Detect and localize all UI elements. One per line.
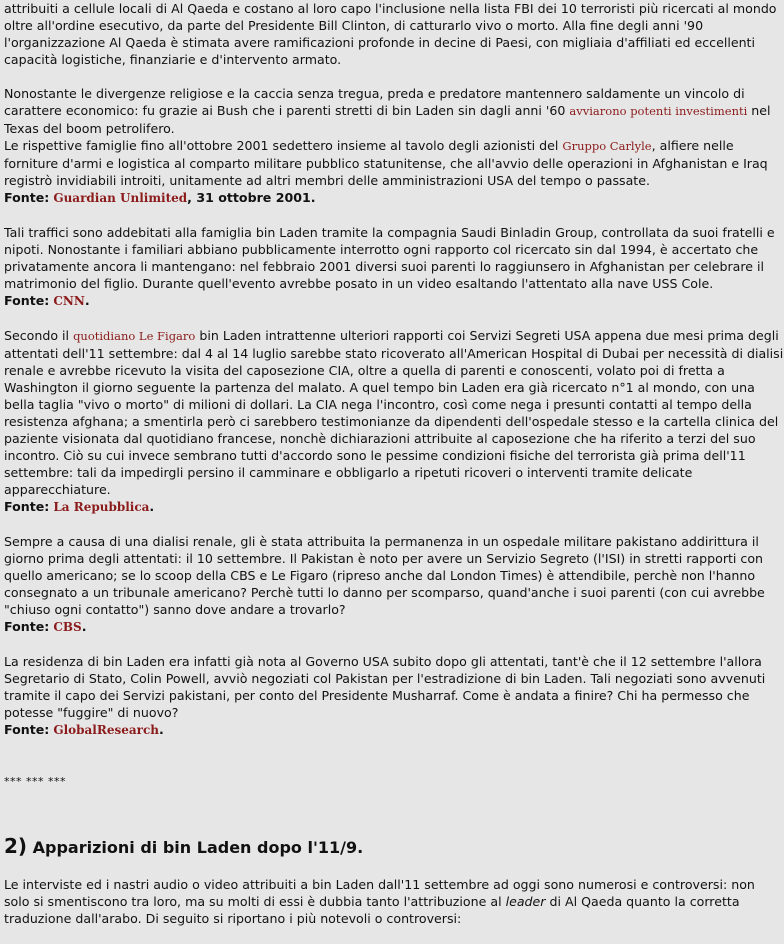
paragraph-binladin-group: Tali traffici sono addebitati alla famiglia bin Laden tramite la compagnia Saudi Binladin Group, controllata da suoi fratelli e nipoti. Nonostante i familiari abbiano pubblicamente interrotto ogni rapporto col ricercato sin dal 1994, è accertato che privatamente ancora li mantengano: nel febbraio 2001 diversi suoi parenti lo raggiunsero in Afghanistan per celebrare il matrimonio del figlio. Durante quell'evento avrebbe posato in un video esaltando l'attentato alla nave USS Cole. Fonte: CNN. bbox=[4, 225, 775, 308]
paragraph-appearances-intro: Le interviste ed i nastri audio o video attribuiti a bin Laden dall'11 settembre ad oggi sono numerosi e controversi: non solo si smentiscono tra loro, ma su molti di essi è dubbia tanto l'attribuzione al leader di Al Qaeda quanto la corretta traduzione dall'arabo. Di seguito si riportano i più notevoli o controversi: bbox=[4, 877, 755, 926]
article-body bbox=[4, 0, 784, 944]
source-label: Fonte: bbox=[4, 619, 50, 634]
source-label: Fonte: bbox=[4, 190, 50, 205]
section-separator: *** *** *** bbox=[4, 775, 66, 788]
section-number: 2) bbox=[4, 834, 28, 858]
source-label: Fonte: bbox=[4, 499, 50, 514]
paragraph-bush-investments: Nonostante le divergenze religiose e la caccia senza tregua, preda e predatore mantennero saldamente un vincolo di carattere economico: fu grazie ai Bush che i parenti stretti di bin Laden sin dagli anni '60 avviarono potenti investimenti nel Texas del boom petrolifero. Le rispettive famiglie fino all'ottobre 2001 sedettero insieme al tavolo degli azionisti del Gruppo Carlyle, alfiere nelle forniture d'armi e logistica al comparto militare pubblico statunitense, che all'avvio delle operazioni in Afghanistan e Iraq registrò invidiabili introiti, unitamente ad altri membri delle amministrazioni USA del tempo o passate. Fonte: Guardian Unlimited, 31 ottobre 2001. bbox=[4, 86, 771, 205]
source-link-cnn[interactable]: CNN bbox=[53, 294, 85, 308]
paragraph-figaro-dubai: Secondo il quotidiano Le Figaro bin Laden intrattenne ulteriori rapporti coi Servizi Segreti USA appena due mesi prima degli attentati dell'11 settembre: dal 4 al 14 luglio sarebbe stato ricoverato all'American Hospital di Dubai per necessità di dialisi renale e avrebbe ricevuto la visita del caposezione CIA, oltre a quella di parenti e conoscenti, volato poi di fretta a Washington il giorno seguente la partenza del malato. A quel tempo bin Laden era già ricercato n°1 al mondo, con una bella taglia "vivo o morto" di milioni di dollari. La CIA nega l'incontro, così come nega i presunti contatti al tempo della resistenza afghana; a smentirla però ci sarebbero testimonianze da dipendenti dell'ospedale stesso e la cartella clinica del paziente visionata dal quotidiano francese, nonchè dichiarazioni attribuite al caposezione che ha riferito a terzi del suo incontro. Ciò su cui invece sembrano tutti d'accordo sono le pessime condizioni fisiche del terrorista già prima dell'11 settembre: tali da impedirgli persino il camminare e obbligarlo a ripetuti ricoveri o interventi tramite delicate apparecchiature. Fonte: La Repubblica. bbox=[4, 328, 784, 514]
source-link-globalresearch[interactable]: GlobalResearch bbox=[53, 723, 159, 737]
link-investments[interactable]: avviarono potenti investimenti bbox=[569, 104, 748, 118]
source-link-repubblica[interactable]: La Repubblica bbox=[53, 500, 150, 514]
paragraph-pakistan-hospital: Sempre a causa di una dialisi renale, gli è stata attribuita la permanenza in un ospedale militare pakistano addirittura il giorno prima degli attentati: il 10 settembre. Il Pakistan è noto per avere un Servizio Segreto (l'ISI) in stretti rapporti con quello americano; se lo scoop della CBS e Le Figaro (ripreso anche dal London Times) è attendibile, perchè non l'hanno consegnato a un tribunale americano? Perchè tutti lo danno per scomparso, quand'anche i suoi parenti (con cui avrebbe "chiuso ogni contatto") sanno dove andare a trovarlo? Fonte: CBS. bbox=[4, 534, 765, 634]
link-le-figaro[interactable]: quotidiano Le Figaro bbox=[73, 329, 196, 343]
paragraph-al-qaeda-history: attribuiti a cellule locali di Al Qaeda e costano al loro capo l'inclusione nella lista FBI dei 10 terroristi più ricercati al mondo oltre all'ordine esecutivo, da parte del Presidente Bill Clinton, di catturarlo vivo o morto. Alla fine degli anni '90 l'organizzazione Al Qaeda è stimata avere ramificazioni profonde in decine di Paesi, con migliaia d'affiliati ed eccellenti capacità logistiche, finanziarie e d'intervento armato. bbox=[4, 1, 777, 67]
source-link-guardian[interactable]: Guardian Unlimited bbox=[53, 191, 188, 205]
source-label: Fonte: bbox=[4, 722, 50, 737]
source-label: Fonte: bbox=[4, 293, 50, 308]
link-carlyle-group[interactable]: Gruppo Carlyle bbox=[562, 139, 652, 153]
paragraph-powell-negotiations: La residenza di bin Laden era infatti già nota al Governo USA subito dopo gli attentati, tant'è che il 12 settembre l'allora Segretario di Stato, Colin Powell, avviò negoziati col Pakistan per l'estradizione di bin Laden. Tali negoziati sono avvenuti tramite il capo dei Servizi pakistani, per conto del Presidente Musharraf. Come è andata a finire? Chi ha permesso che potesse "fuggire" di nuovo? Fonte: GlobalResearch. bbox=[4, 654, 766, 737]
section-title: Apparizioni di bin Laden dopo l'11/9. bbox=[32, 838, 364, 857]
source-link-cbs[interactable]: CBS bbox=[53, 620, 82, 634]
section-heading bbox=[4, 835, 784, 859]
